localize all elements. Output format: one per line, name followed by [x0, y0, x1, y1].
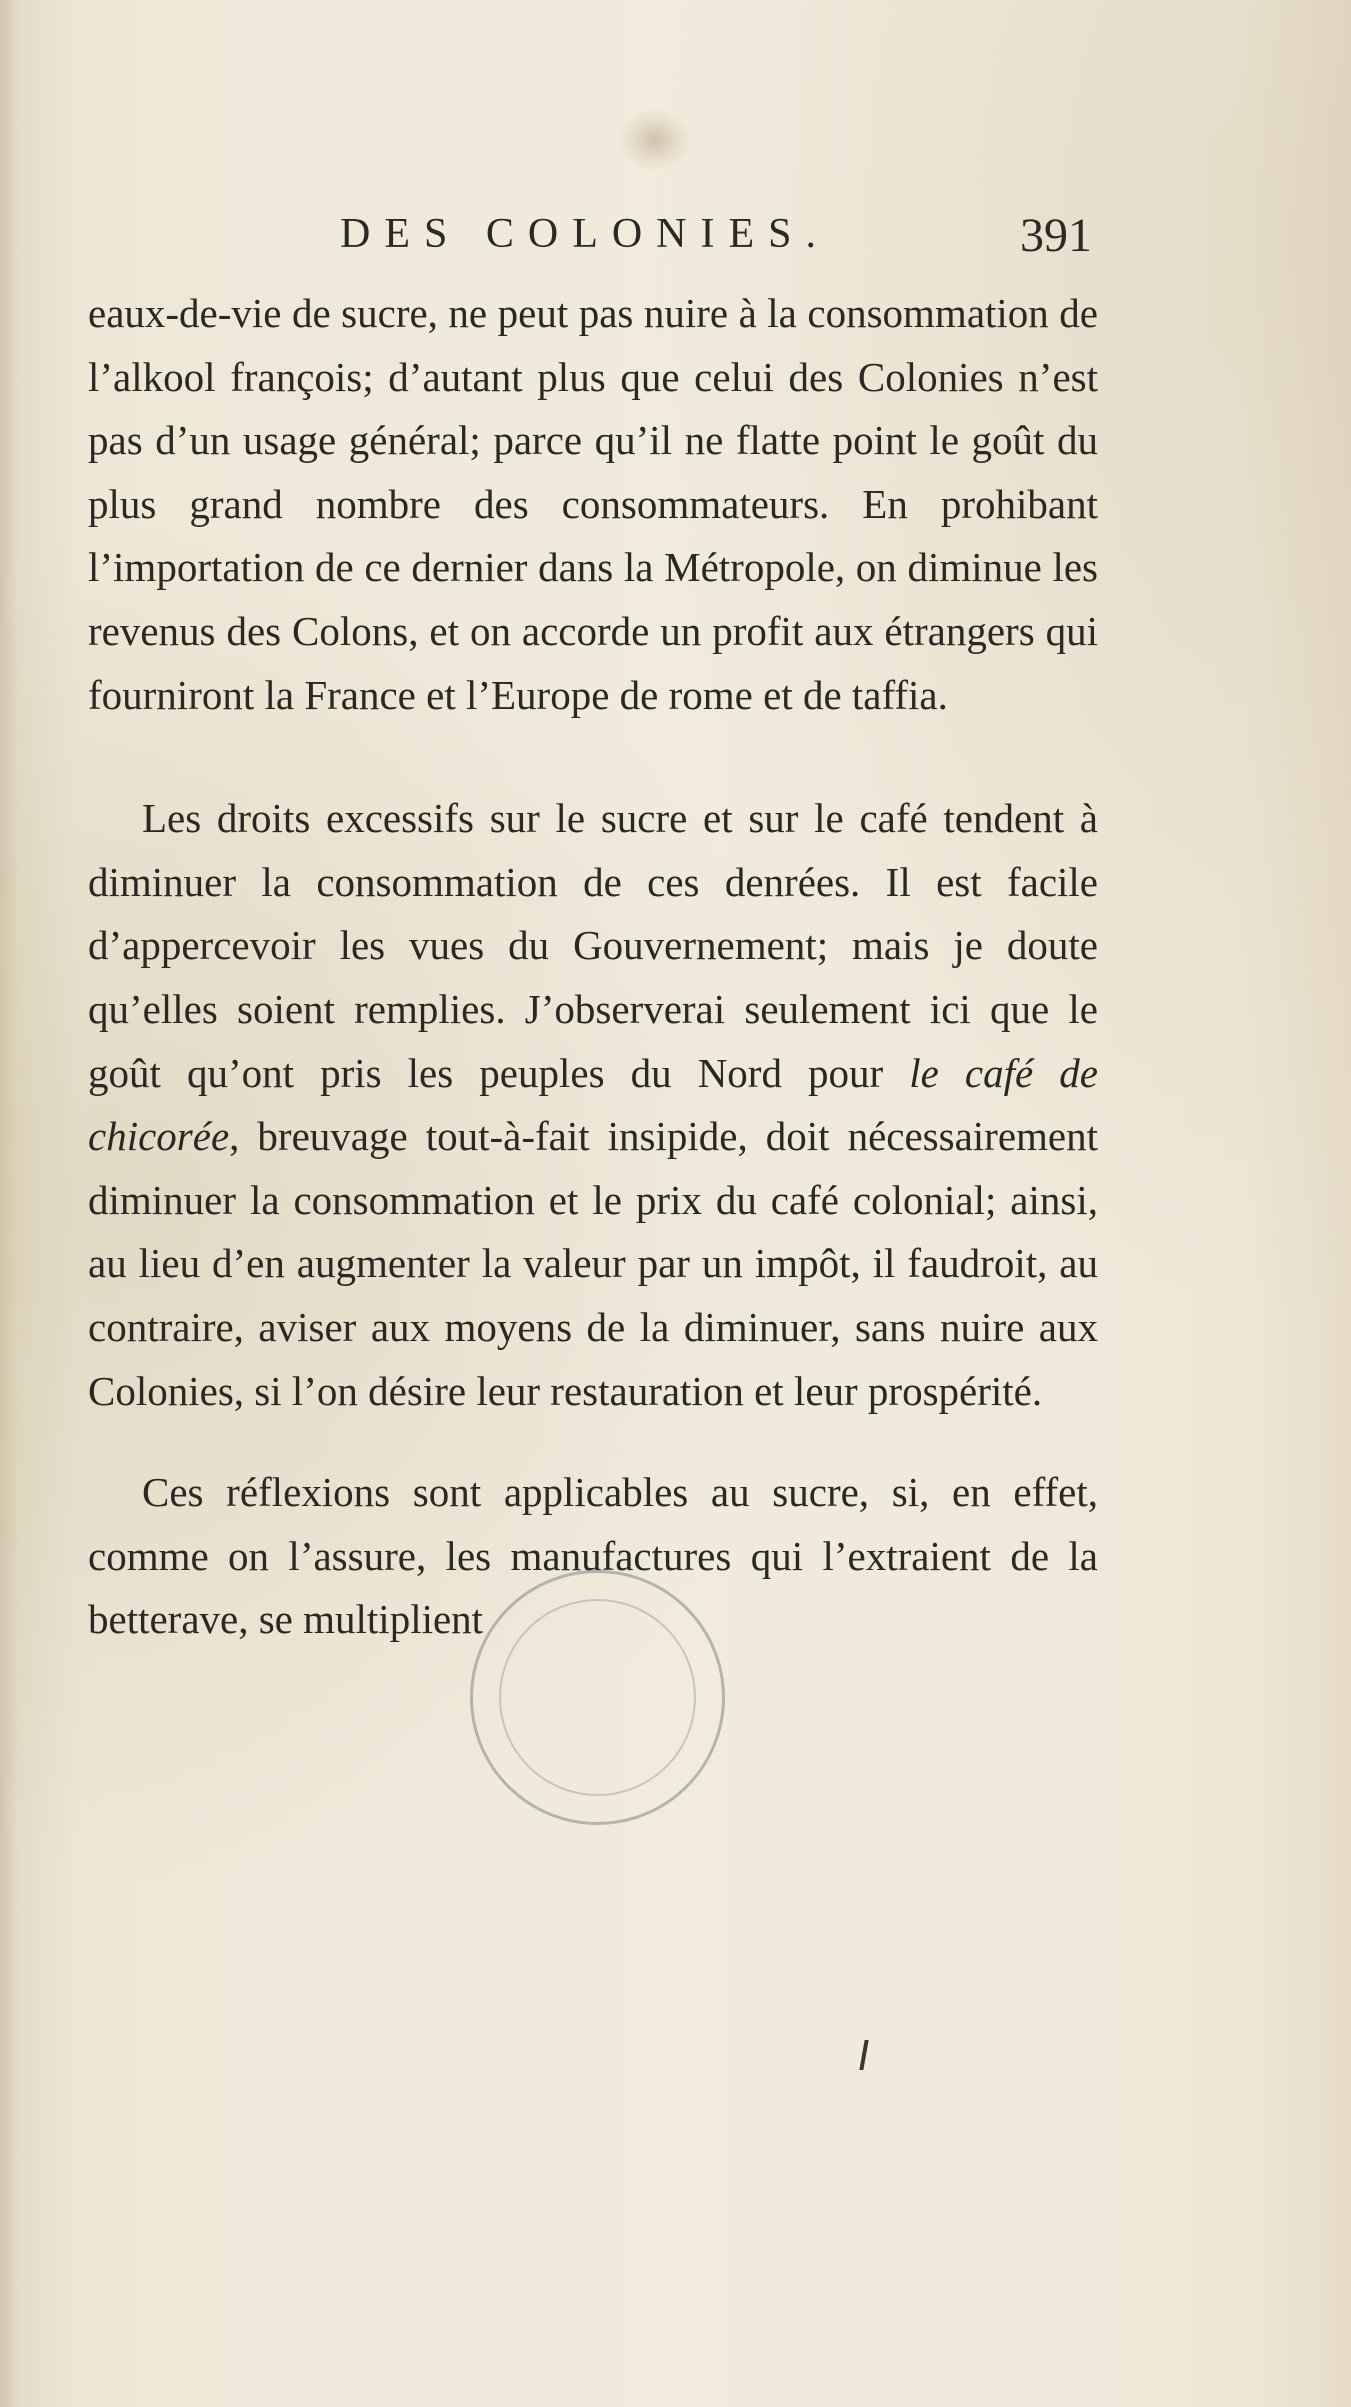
library-stamp: [470, 1570, 725, 1825]
foxing-stain: [620, 110, 690, 170]
paragraph-coffee-sugar-duties: [88, 787, 1098, 1423]
paragraph-continued: [88, 282, 1098, 727]
running-head-title: DES COLONIES.: [340, 211, 831, 257]
paragraph-2-text-before: Les droits excessifs sur le sucre et sur le café tendent à diminuer la consommation de ces denrées. Il est facile d’appercevoir les vues du Gouvernement; mais je doute qu’elles soient remplies. J’observerai seulement ici que le goût qu’ont pris les peuples du Nord pour: [88, 795, 1098, 1096]
running-head: [0, 200, 1351, 270]
paragraph-1-text: eaux-de-vie de sucre, ne peut pas nuire à la consommation de l’alkool françois; d’autant plus que celui des Colonies n’est pas d’un usage général; parce qu’il ne flatte point le goût du plus grand nombre des consommateurs. En prohibant l’importation de ce dernier dans la Métropole, on diminue les revenus des Colons, et on accorde un profit aux étrangers qui fourniront la France et l’Europe de rome et de taffia.: [88, 290, 1098, 718]
paragraph-2-text-after: , breuvage tout-à-fait insipide, doit nécessairement diminuer la consommation et le prix du café colonial; ainsi, au lieu d’en augmenter la valeur par un impôt, il faudroit, au contraire, aviser aux moyens de la diminuer, sans nuire aux Colonies, si l’on désire leur restauration et leur prospérité.: [88, 1113, 1098, 1414]
paragraph-2-italic-phrase: le café de chicorée: [88, 1049, 1098, 1160]
page-number: 391: [1020, 209, 1092, 262]
paragraph-3-text: Ces réflexions sont applicables au sucre, si, en effet, comme on l’assure, les manufactures qui l’extraient de la betterave, se multiplient: [88, 1469, 1098, 1643]
catchword-mark: [859, 2040, 868, 2070]
body-text: [88, 282, 1098, 1652]
library-stamp-inner-ring: [499, 1599, 696, 1796]
page-gutter-shadow: [0, 0, 18, 2407]
